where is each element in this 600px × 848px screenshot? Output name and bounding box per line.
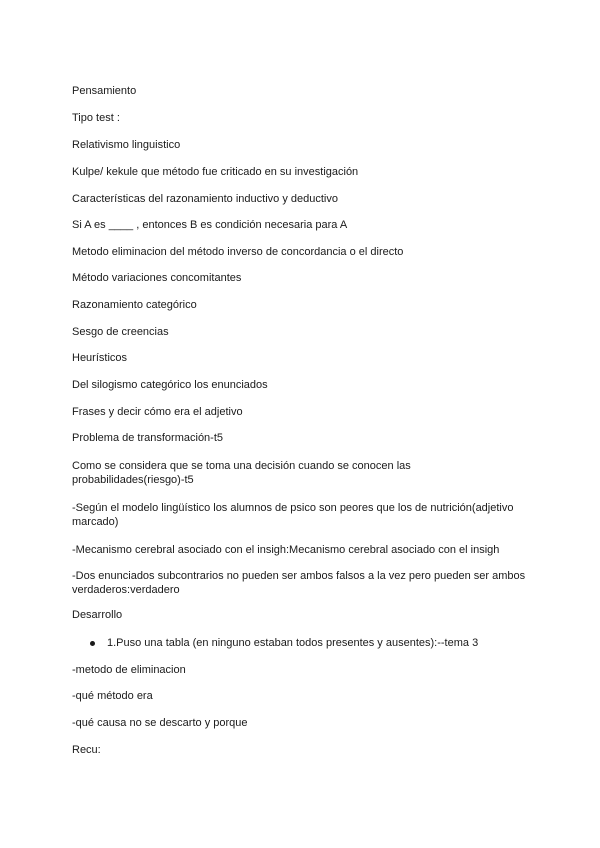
test-item: Frases y decir cómo era el adjetivo <box>72 406 243 418</box>
test-item: Características del razonamiento inductivo y deductivo <box>72 193 338 205</box>
test-item: Sesgo de creencias <box>72 326 169 338</box>
bullet-item-text: 1.Puso una tabla (en ninguno estaban todos presentes y ausentes):--tema 3 <box>107 637 479 649</box>
document-title: Pensamiento <box>72 85 137 97</box>
test-item: Razonamiento categórico <box>72 299 197 311</box>
test-item: Como se considera que se toma una decisión cuando se conocen las probabilidades(riesgo)-t5 <box>72 460 411 486</box>
bullet-dot-icon <box>90 641 95 646</box>
test-item: Heurísticos <box>72 352 128 364</box>
desarrollo-item: -qué método era <box>72 690 153 702</box>
test-item: Problema de transformación-t5 <box>72 432 224 444</box>
test-item: Relativismo linguistico <box>72 139 181 151</box>
test-item: Método variaciones concomitantes <box>72 272 242 284</box>
test-item: -Dos enunciados subcontrarios no pueden ser ambos falsos a la vez pero pueden ser ambos verdaderos:verdadero <box>72 570 526 596</box>
test-item: -Según el modelo lingüístico los alumnos de psico son peores que los de nutrición(adjetivo marcado) <box>72 502 514 528</box>
test-item: -Mecanismo cerebral asociado con el insigh:Mecanismo cerebral asociado con el insigh <box>72 544 500 556</box>
section-heading-recu: Recu: <box>72 744 101 756</box>
section-heading-test: Tipo test : <box>72 112 120 124</box>
test-item: Del silogismo categórico los enunciados <box>72 379 268 391</box>
desarrollo-item: -qué causa no se descarto y porque <box>72 717 248 729</box>
section-heading-desarrollo: Desarrollo <box>72 609 123 621</box>
test-item: Metodo eliminacion del método inverso de concordancia o el directo <box>72 246 404 258</box>
desarrollo-item: -metodo de eliminacion <box>72 664 186 676</box>
test-item: Si A es ____ , entonces B es condición necesaria para A <box>72 219 348 231</box>
test-item: Kulpe/ kekule que método fue criticado en su investigación <box>72 166 359 178</box>
